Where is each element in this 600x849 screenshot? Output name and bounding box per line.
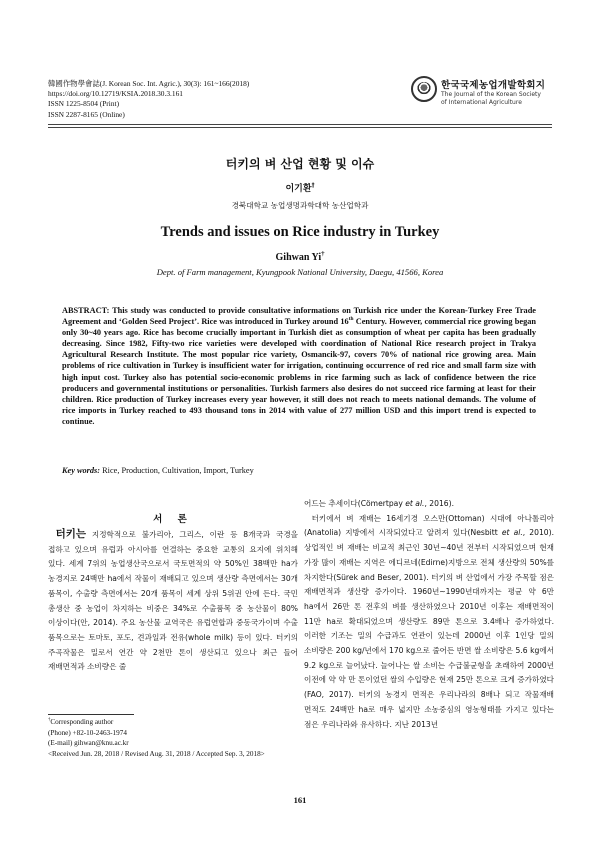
footnote-mark: †	[48, 717, 51, 723]
author-english-name: Gihwan Yi	[275, 252, 322, 263]
author-korean	[0, 181, 600, 194]
corresponding-author	[48, 717, 300, 728]
society-name-en-line1: The Journal of the Korean Society	[441, 91, 541, 98]
author-phone: (Phone) +82-10-2463-1974	[48, 728, 127, 737]
author-email[interactable]: (E-mail) gihwan@knu.ac.kr	[48, 739, 129, 748]
society-name-en-line2: of International Agriculture	[441, 98, 522, 106]
abstract-text-2: Century. However, commercial rice growing began only 30~40 years ago. Rice has become crucially important in Turkish diet as consumption of wheat per capita has been gradually decreasing. Since 1982, Fifty-two rice varieties were developed with coordination of National Rice research project in Trakya Agricultural Research Institute. The most popular rice variety, Osmancik-97, covers 70% of national rice growing area. Main problems of rice cultivation in Turkey is insufficient water for irrigation, continuing occurrence of red rice and small farm size with high input cost. Turkey also has potential socio-economic problems in rice farming such as lack of confidence between the rice producers and governmental institutions or personalities. Turkish farmers also desires do not succeed rice farming at least for their children. Rice production of Turkey increases every year however, it still does not reach to meets national demands. The volume of rice imports in Turkey reached to 493 thousand tons in 2014 with value of 277 million USD and this import trend is expected to continue.	[62, 317, 536, 426]
doi-link[interactable]: https://doi.org/10.12719/KSIA.2018.30.3.161	[48, 89, 183, 99]
body-right-text-2: , 2016).	[424, 499, 455, 508]
header-rule-bottom	[48, 127, 552, 128]
abstract-sup: th	[348, 316, 354, 323]
page-number: 161	[293, 795, 307, 805]
section-title: 서 론	[153, 514, 193, 525]
etal-2: et al.	[501, 528, 523, 538]
abstract-text-1: This study was conducted to provide consultative informations on Turkish rice under the Korean-Turkey Free Trade Agreement and ‘Golden Seed Project’. Rice was introduced in Turkey around 16	[62, 306, 536, 327]
corresponding-label: Corresponding author	[50, 718, 114, 726]
body-right-text-3: 터키에서 벼 재배는 16세기경 오스만(Ottoman) 시대에 아나톨리아(Anatolia) 지방에서 시작되었다고 알려져 있다(Nesbitt	[304, 513, 554, 538]
society-emblem-icon	[411, 76, 437, 102]
journal-header	[48, 79, 249, 120]
society-name-en	[441, 91, 541, 106]
author-english-mark: †	[321, 250, 325, 258]
body-right-text-4: , 2010). 상업적인 벼 재배는 비교적 최근인 30년~40년 전부터 시작되었으며 현재 가장 많이 재배는 지역은 에디르네(Edirne)지방으로 전체 생산량의 50%를 차지한다(Sürek and Beser, 2001). 터키의 벼 산업에서 가장 주목할 점은 재배면적과 생산량 증가이다. 1960년~1990년대까지는 평균 약 6만 ha에서 26만 톤 전후의 벼를 생산하였으나 2010년 이후는 재배면적이 11만 ha로 확대되었으며 생산량도 89만 톤으로 3.4배나 증가하였다. 이러한 기조는 밀의 수급과도 연관이 있는데 2000년 이후 1인당 밀의 소비량은 200 kg/년에서 170 kg으로 줄어든 반면 쌀 소비량은 5.6 kg에서 9.2 kg으로 늘어났다. 늘어나는 쌀 소비는 수급불균형을 초래하여 2000년 이전에 약 약 만 톤이었던 쌀의 수입량은 현재 25만 톤으로 크게 증가하였다(FAO, 2017). 터키의 농경지 면적은 우리나라의 8배나 되고 작물재배 면적도 24백만 ha로 매우 넓지만 소농중심의 영농형태를 가지고 있다는 점은 우리나라와 유사하다. 지난 2013년	[304, 528, 554, 729]
keywords-label: Key words:	[62, 466, 101, 475]
author-korean-mark: †	[311, 183, 315, 189]
title-korean: 터키의 벼 산업 현황 및 이슈	[225, 157, 375, 171]
etal-1: et al.	[405, 499, 425, 508]
affiliation-korean: 경북대학교 농업생명과학대학 농산업학과	[231, 201, 369, 210]
author-english	[0, 252, 600, 263]
lead-word: 터키는	[55, 528, 87, 540]
body-right-text-1: 어드는 추세이다(Cömertpay	[304, 499, 406, 508]
body-column-left	[48, 527, 298, 675]
abstract-label: ABSTRACT:	[62, 306, 110, 315]
header-rule-top	[48, 124, 552, 125]
footnote	[48, 717, 300, 759]
title-english: Trends and issues on Rice industry in Turkey	[160, 224, 440, 240]
author-korean-name: 이기환	[285, 184, 312, 194]
keywords-list: Rice, Production, Cultivation, Import, Turkey	[102, 466, 254, 475]
affiliation-english: Dept. of Farm management, Kyungpook National University, Daegu, 41566, Korea	[156, 267, 444, 277]
abstract	[62, 305, 536, 427]
received-dates: <Received Jun. 28, 2018 / Revised Aug. 31, 2018 / Accepted Sep. 3, 2018>	[48, 749, 265, 758]
footnote-rule	[48, 714, 134, 715]
society-name-ko: 한국국제농업개발학회지	[441, 80, 546, 91]
journal-citation: 韓國作物學會誌(J. Korean Soc. Int. Agric.), 30(3): 161~166(2018)	[48, 79, 250, 88]
issn-online: ISSN 2287-8165 (Online)	[48, 109, 125, 119]
body-left-text: 지정학적으로 불가리아, 그리스, 이란 등 8개국과 국경을 접하고 있으며 유럽과 아시아를 연결하는 중요한 교통의 요지에 위치해 있다. 세계 7위의 농업생산국으로서 국토면적의 약 50%인 38백만 ha가 농경지로 24백만 ha에서 작물이 재배되고 있으며 생산량 측면에서는 30개 품목이, 수출량 측면에서는 20개 품목이 세계 상위 5위권 안에 든다. 국민 총생산 중 농업이 차지하는 비중은 34%로 수출품목 중 농산물이 80% 이상이다(안, 2014). 주요 농산물 교역국은 유럽연합과 중동국가이며 수출 품목으로는 토마토, 포도, 견과일과 전유(whole milk) 등이 있다. 터키의 주곡작물은 밀로서 연간 약 2천만 톤이 생산되고 있으나 최근 들어 재배면적과 소비량은 줄	[48, 530, 298, 672]
keywords	[62, 466, 536, 475]
issn-print: ISSN 1225-8504 (Print)	[48, 99, 120, 109]
body-column-right	[304, 497, 554, 732]
society-logo	[411, 76, 561, 116]
